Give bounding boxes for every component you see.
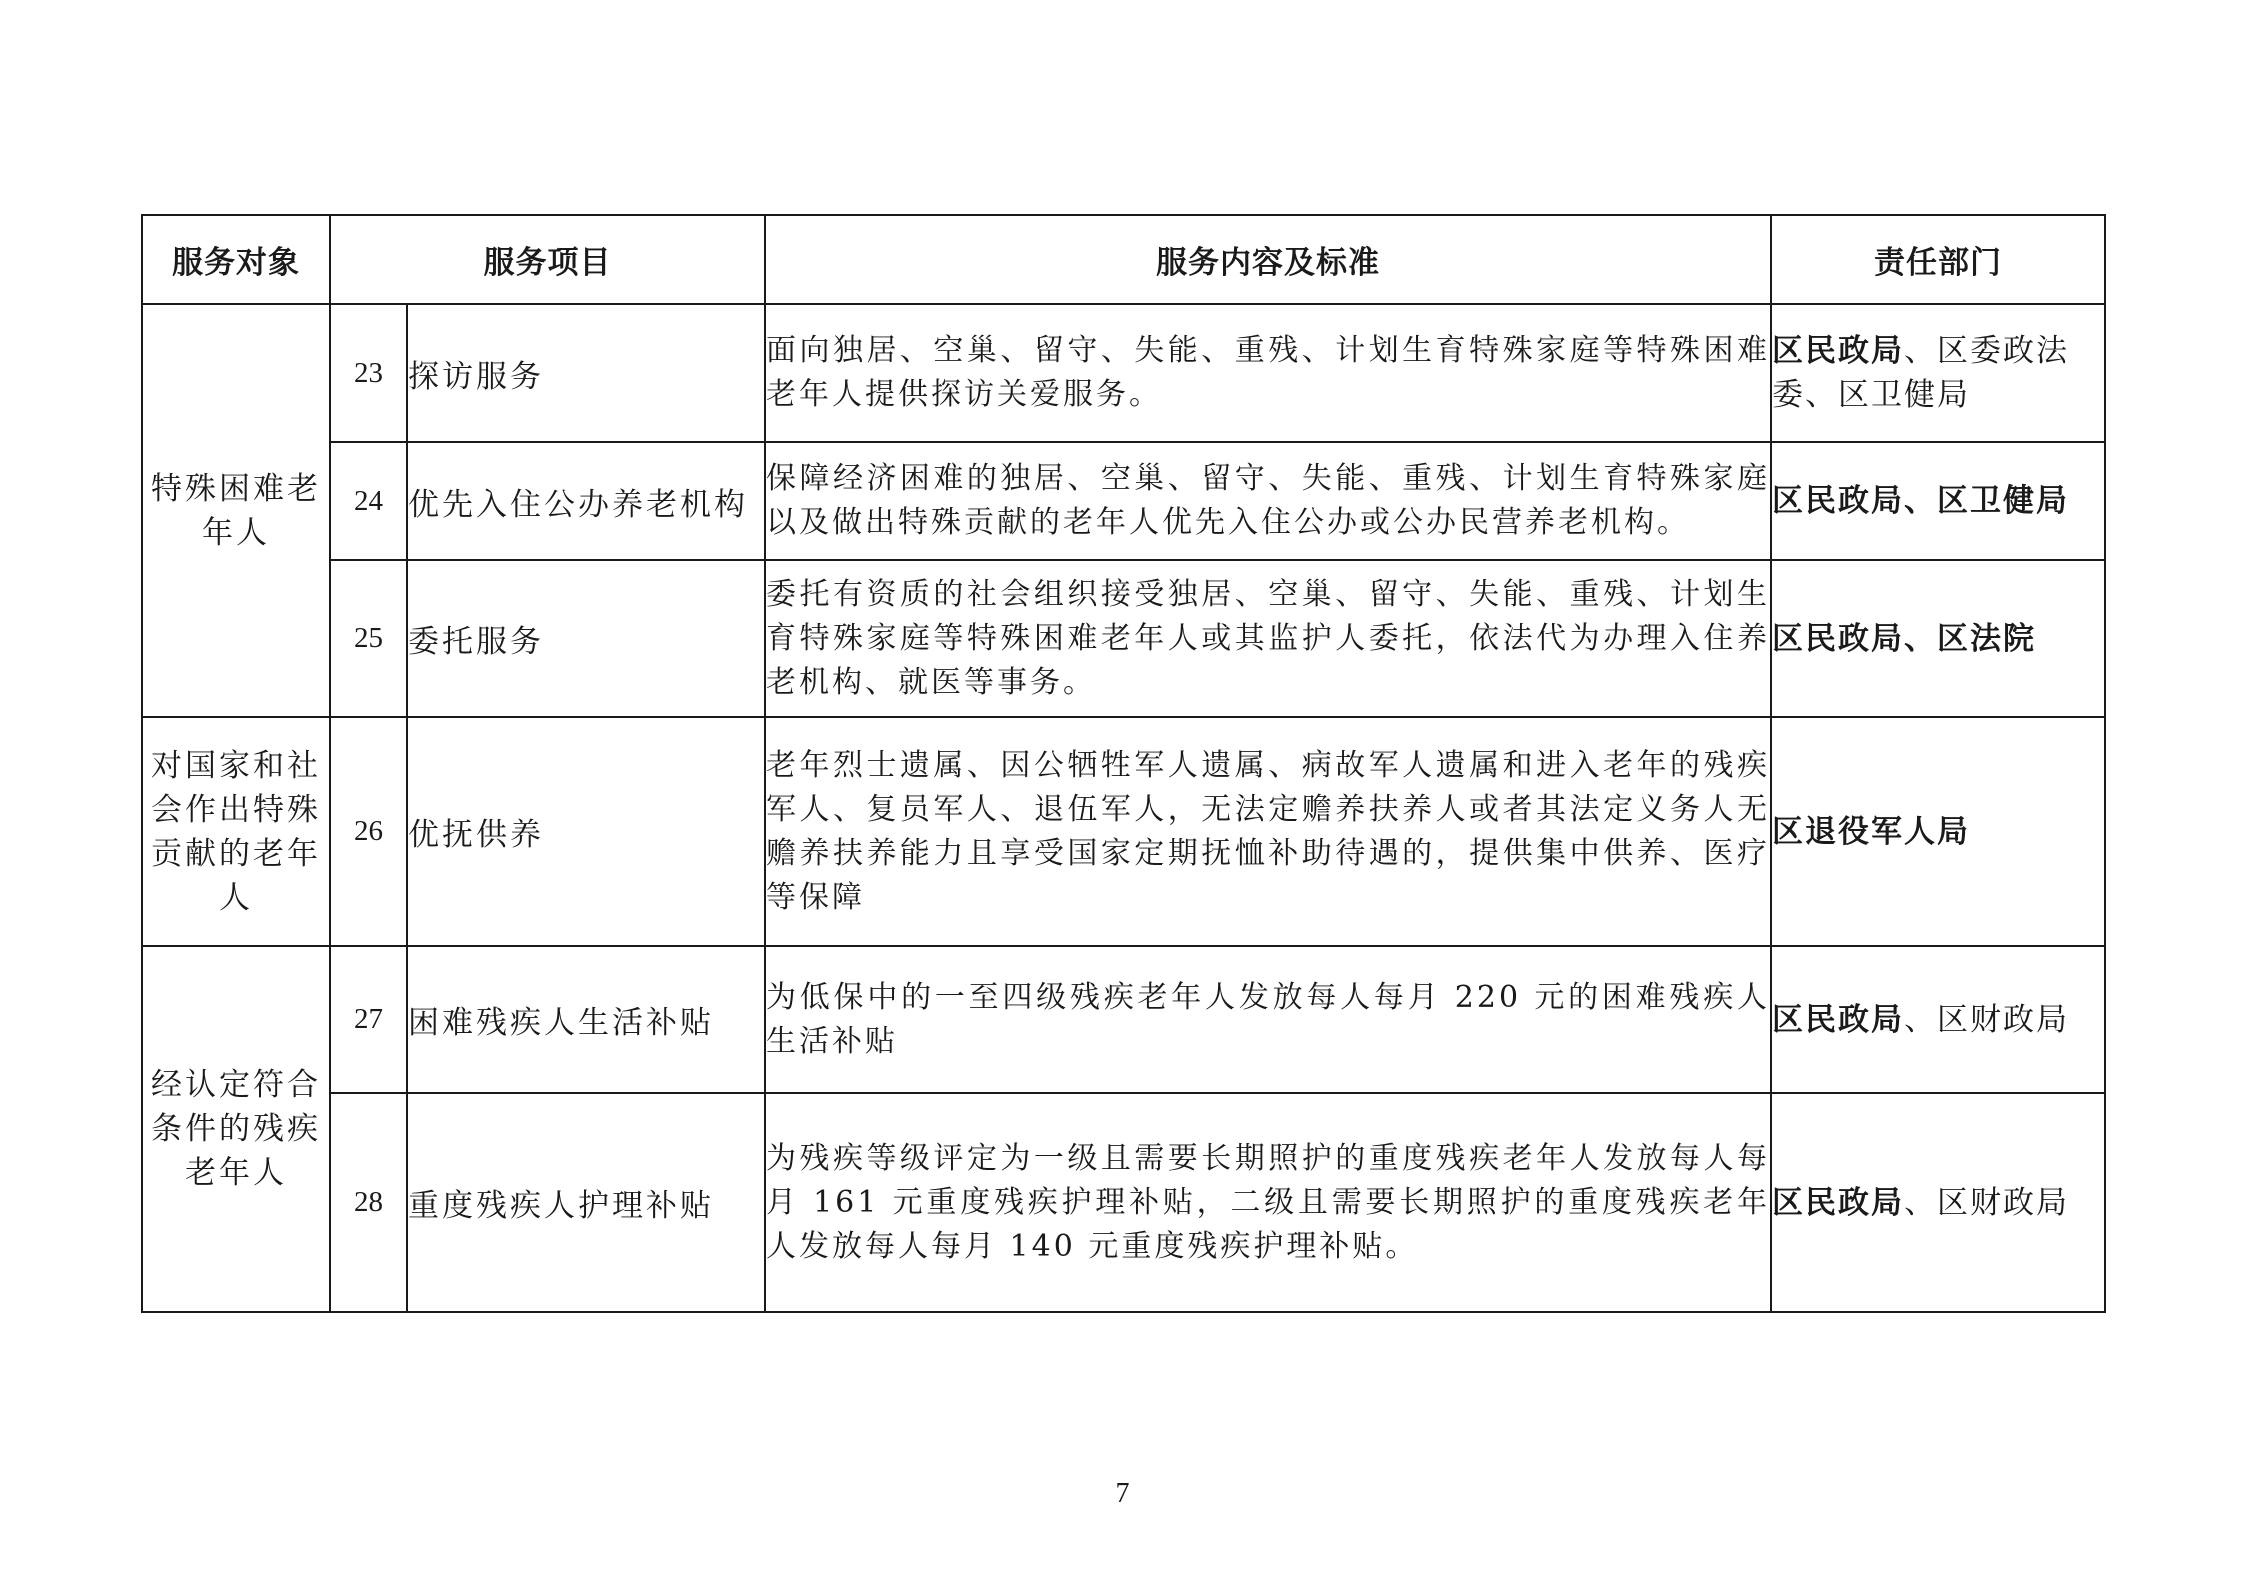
responsible-dept xyxy=(1771,442,2105,560)
table-row xyxy=(142,1093,2105,1312)
service-table xyxy=(141,214,2106,1313)
row-number: 24 xyxy=(330,442,407,560)
service-target-cell: 经认定符合条件的残疾老年人 xyxy=(142,946,330,1312)
service-target-cell: 对国家和社会作出特殊贡献的老年人 xyxy=(142,717,330,946)
responsible-dept xyxy=(1771,304,2105,442)
responsible-dept xyxy=(1771,946,2105,1093)
dept-secondary: 、区财政局 xyxy=(1904,1001,2069,1038)
dept-secondary: 、区委政法委、区卫健局 xyxy=(1772,333,2069,413)
row-number: 23 xyxy=(330,304,407,442)
dept-primary: 区退役军人局 xyxy=(1772,813,1970,850)
service-item: 优抚供养 xyxy=(407,717,765,946)
dept-primary: 区民政局 xyxy=(1772,1184,1904,1221)
table-header-row xyxy=(142,215,2105,304)
service-content: 为低保中的一至四级残疾老年人发放每人每月 220 元的困难残疾人生活补贴 xyxy=(765,946,1771,1093)
table-row xyxy=(142,442,2105,560)
service-item: 困难残疾人生活补贴 xyxy=(407,946,765,1093)
responsible-dept xyxy=(1771,717,2105,946)
service-content: 保障经济困难的独居、空巢、留守、失能、重残、计划生育特殊家庭以及做出特殊贡献的老年人优先入住公办或公办民营养老机构。 xyxy=(765,442,1771,560)
row-number: 25 xyxy=(330,560,407,717)
dept-secondary: 、区财政局 xyxy=(1904,1184,2069,1221)
header-target: 服务对象 xyxy=(142,215,330,304)
service-item: 重度残疾人护理补贴 xyxy=(407,1093,765,1312)
row-number: 28 xyxy=(330,1093,407,1312)
dept-primary: 区民政局 xyxy=(1772,1001,1904,1038)
table-row xyxy=(142,717,2105,946)
service-content: 老年烈士遗属、因公牺牲军人遗属、病故军人遗属和进入老年的残疾军人、复员军人、退伍军人，无法定赡养扶养人或者其法定义务人无赡养扶养能力且享受国家定期抚恤补助待遇的，提供集中供养、医疗等保障 xyxy=(765,717,1771,946)
responsible-dept xyxy=(1771,1093,2105,1312)
page-number: 7 xyxy=(1115,1478,1130,1509)
row-number: 27 xyxy=(330,946,407,1093)
table-row xyxy=(142,946,2105,1093)
header-content: 服务内容及标准 xyxy=(765,215,1771,304)
service-item: 优先入住公办养老机构 xyxy=(407,442,765,560)
responsible-dept xyxy=(1771,560,2105,717)
row-number: 26 xyxy=(330,717,407,946)
service-item: 探访服务 xyxy=(407,304,765,442)
service-item: 委托服务 xyxy=(407,560,765,717)
header-dept: 责任部门 xyxy=(1771,215,2105,304)
service-content: 面向独居、空巢、留守、失能、重残、计划生育特殊家庭等特殊困难老年人提供探访关爱服务。 xyxy=(765,304,1771,442)
service-target-cell: 特殊困难老年人 xyxy=(142,304,330,717)
table-row xyxy=(142,304,2105,442)
header-item: 服务项目 xyxy=(330,215,765,304)
dept-primary: 区民政局、区卫健局 xyxy=(1772,483,2069,519)
dept-primary: 区民政局、区法院 xyxy=(1772,620,2036,657)
service-content: 委托有资质的社会组织接受独居、空巢、留守、失能、重残、计划生育特殊家庭等特殊困难老年人或其监护人委托，依法代为办理入住养老机构、就医等事务。 xyxy=(765,560,1771,717)
table-row xyxy=(142,560,2105,717)
service-content: 为残疾等级评定为一级且需要长期照护的重度残疾老年人发放每人每月 161 元重度残疾护理补贴，二级且需要长期照护的重度残疾老年人发放每人每月 140 元重度残疾护理补贴。 xyxy=(765,1093,1771,1312)
dept-primary: 区民政局 xyxy=(1772,333,1904,369)
